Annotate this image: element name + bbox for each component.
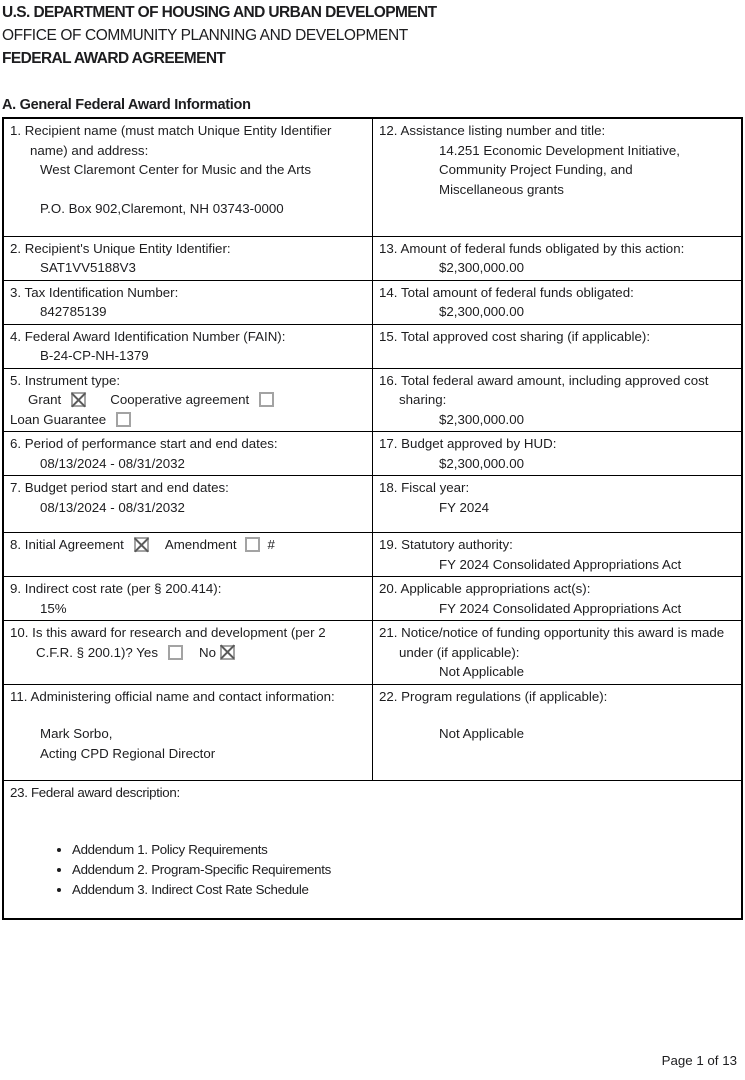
loan-guarantee-label: Loan Guarantee (10, 411, 107, 427)
table-row (3, 368, 742, 432)
field-1-recipient-name (3, 118, 373, 236)
field-value: 08/13/2024 - 08/31/2032 (40, 455, 185, 471)
initial-agreement-label: 8. Initial Agreement (10, 537, 124, 552)
amendment-number-sign: # (267, 537, 275, 552)
field-value: $2,300,000.00 (439, 304, 525, 319)
initial-agreement-checkbox[interactable] (134, 537, 149, 552)
table-row (3, 118, 742, 236)
field-label: 4. Federal Award Identification Number (FAIN): (10, 328, 286, 344)
field-13-funds-obligated-action (373, 236, 743, 280)
field-21-funding-opportunity-notice (373, 621, 743, 685)
list-item: • Addendum 2. Program-Specific Requirements (72, 860, 735, 880)
field-value: Miscellaneous grants (439, 181, 564, 197)
field-20-appropriations-act (373, 577, 743, 621)
cooperative-agreement-checkbox[interactable] (259, 392, 274, 407)
field-10-research-development (3, 621, 373, 685)
instrument-options-line (28, 390, 366, 410)
field-label: 7. Budget period start and end dates: (10, 480, 229, 495)
cooperative-agreement-label: Cooperative agreement (110, 392, 250, 407)
field-label: 11. Administering official name and contact information: (10, 688, 335, 704)
document-header (2, 1, 745, 70)
field-label: 9. Indirect cost rate (per § 200.414): (10, 581, 222, 596)
field-5-instrument-type (3, 368, 373, 432)
table-row (3, 280, 742, 324)
field-value: B-24-CP-NH-1379 (40, 348, 149, 363)
field-label: 5. Instrument type: (10, 372, 121, 388)
field-value: FY 2024 Consolidated Appropriations Act (439, 556, 682, 572)
table-row (3, 684, 742, 780)
field-16-total-award-amount (373, 368, 743, 432)
field-label: 3. Tax Identification Number: (10, 284, 179, 300)
no-label: No (198, 644, 216, 660)
field-value: $2,300,000.00 (439, 260, 525, 275)
addenda-list (10, 840, 735, 900)
field-19-statutory-authority (373, 533, 743, 577)
section-a-title: A. General Federal Award Information (2, 97, 251, 113)
field-label: 21. Notice/notice of funding opportunity this award is made under (if applicable): (379, 625, 725, 660)
table-row (3, 236, 742, 280)
field-label: 13. Amount of federal funds obligated by this action: (379, 240, 685, 256)
table-row (3, 621, 742, 685)
field-value: FY 2024 Consolidated Appropriations Act (439, 600, 682, 616)
field-9-indirect-cost-rate (3, 577, 373, 621)
field-label: 17. Budget approved by HUD: (379, 436, 557, 451)
field-value: 842785139 (40, 304, 107, 319)
field-value: Not Applicable (439, 726, 525, 741)
yes-checkbox[interactable] (168, 645, 183, 660)
document-title: FEDERAL AWARD AGREEMENT (2, 50, 226, 67)
no-checkbox[interactable] (220, 645, 235, 660)
field-label: 10. Is this award for research and development (per 2 (10, 625, 326, 640)
field-14-total-funds-obligated (373, 280, 743, 324)
award-info-table (2, 117, 743, 920)
field-23-award-description (3, 780, 742, 919)
field-value: $2,300,000.00 (439, 455, 525, 471)
table-row (3, 780, 742, 919)
loan-guarantee-checkbox[interactable] (116, 412, 131, 427)
field-value: P.O. Box 902,Claremont, NH 03743-0000 (40, 200, 284, 216)
field-label: 2. Recipient's Unique Entity Identifier: (10, 240, 231, 256)
amendment-checkbox[interactable] (245, 537, 260, 552)
agency-title: U.S. DEPARTMENT OF HOUSING AND URBAN DEVELOPMENT (2, 4, 437, 21)
table-row (3, 324, 742, 368)
page-number: Page 1 of 13 (661, 1053, 737, 1068)
field-22-program-regulations (373, 684, 743, 780)
field-value: Community Project Funding, and (439, 162, 633, 177)
loan-guarantee-line (10, 410, 366, 430)
field-7-budget-period (3, 476, 373, 533)
field-6-period-of-performance (3, 432, 373, 476)
grant-label: Grant (28, 392, 62, 407)
field-8-agreement-type (3, 533, 373, 577)
field-label: 19. Statutory authority: (379, 537, 513, 552)
list-item: • Addendum 3. Indirect Cost Rate Schedule (72, 880, 735, 900)
table-row (3, 577, 742, 621)
field-label: 14. Total amount of federal funds obligated: (379, 284, 634, 300)
field-label: 18. Fiscal year: (379, 480, 470, 495)
field-value: $2,300,000.00 (439, 411, 525, 427)
field-value: Acting CPD Regional Director (40, 745, 216, 761)
field-label: 15. Total approved cost sharing (if applicable): (379, 328, 651, 344)
field-17-budget-approved (373, 432, 743, 476)
field-label: 20. Applicable appropriations act(s): (379, 581, 591, 596)
field-value: FY 2024 (439, 499, 490, 515)
amendment-label: Amendment (164, 537, 237, 552)
field-label: 22. Program regulations (if applicable): (379, 688, 608, 704)
field-label: 1. Recipient name (must match Unique Entity Identifier name) and address: (10, 123, 332, 158)
field-value: Not Applicable (439, 664, 525, 679)
table-row (3, 533, 742, 577)
field-12-assistance-listing (373, 118, 743, 236)
field-value: 14.251 Economic Development Initiative, (439, 142, 680, 158)
field-value: West Claremont Center for Music and the Arts (40, 162, 311, 177)
field-11-administering-official (3, 684, 373, 780)
agreement-type-line (10, 535, 366, 555)
field-4-fain (3, 324, 373, 368)
research-answer-line (36, 643, 366, 663)
office-title: OFFICE OF COMMUNITY PLANNING AND DEVELOPMENT (2, 27, 408, 44)
field-value: SAT1VV5188V3 (40, 260, 136, 275)
list-item: • Addendum 1. Policy Requirements (72, 840, 735, 860)
field-15-cost-sharing (373, 324, 743, 368)
field-label: 12. Assistance listing number and title: (379, 123, 606, 138)
table-row (3, 476, 742, 533)
field-label: 23. Federal award description: (10, 784, 180, 800)
field-value: 15% (40, 600, 67, 616)
grant-checkbox[interactable] (71, 392, 86, 407)
field-label: 6. Period of performance start and end dates: (10, 436, 278, 451)
field-18-fiscal-year (373, 476, 743, 533)
field-label: 16. Total federal award amount, including approved cost sharing: (379, 372, 709, 407)
field-value: 08/13/2024 - 08/31/2032 (40, 499, 185, 515)
field-2-unique-entity-id (3, 236, 373, 280)
table-row (3, 432, 742, 476)
field-3-tax-id (3, 280, 373, 324)
field-value: Mark Sorbo, (40, 726, 113, 741)
field-label: C.F.R. § 200.1)? Yes (36, 644, 158, 660)
